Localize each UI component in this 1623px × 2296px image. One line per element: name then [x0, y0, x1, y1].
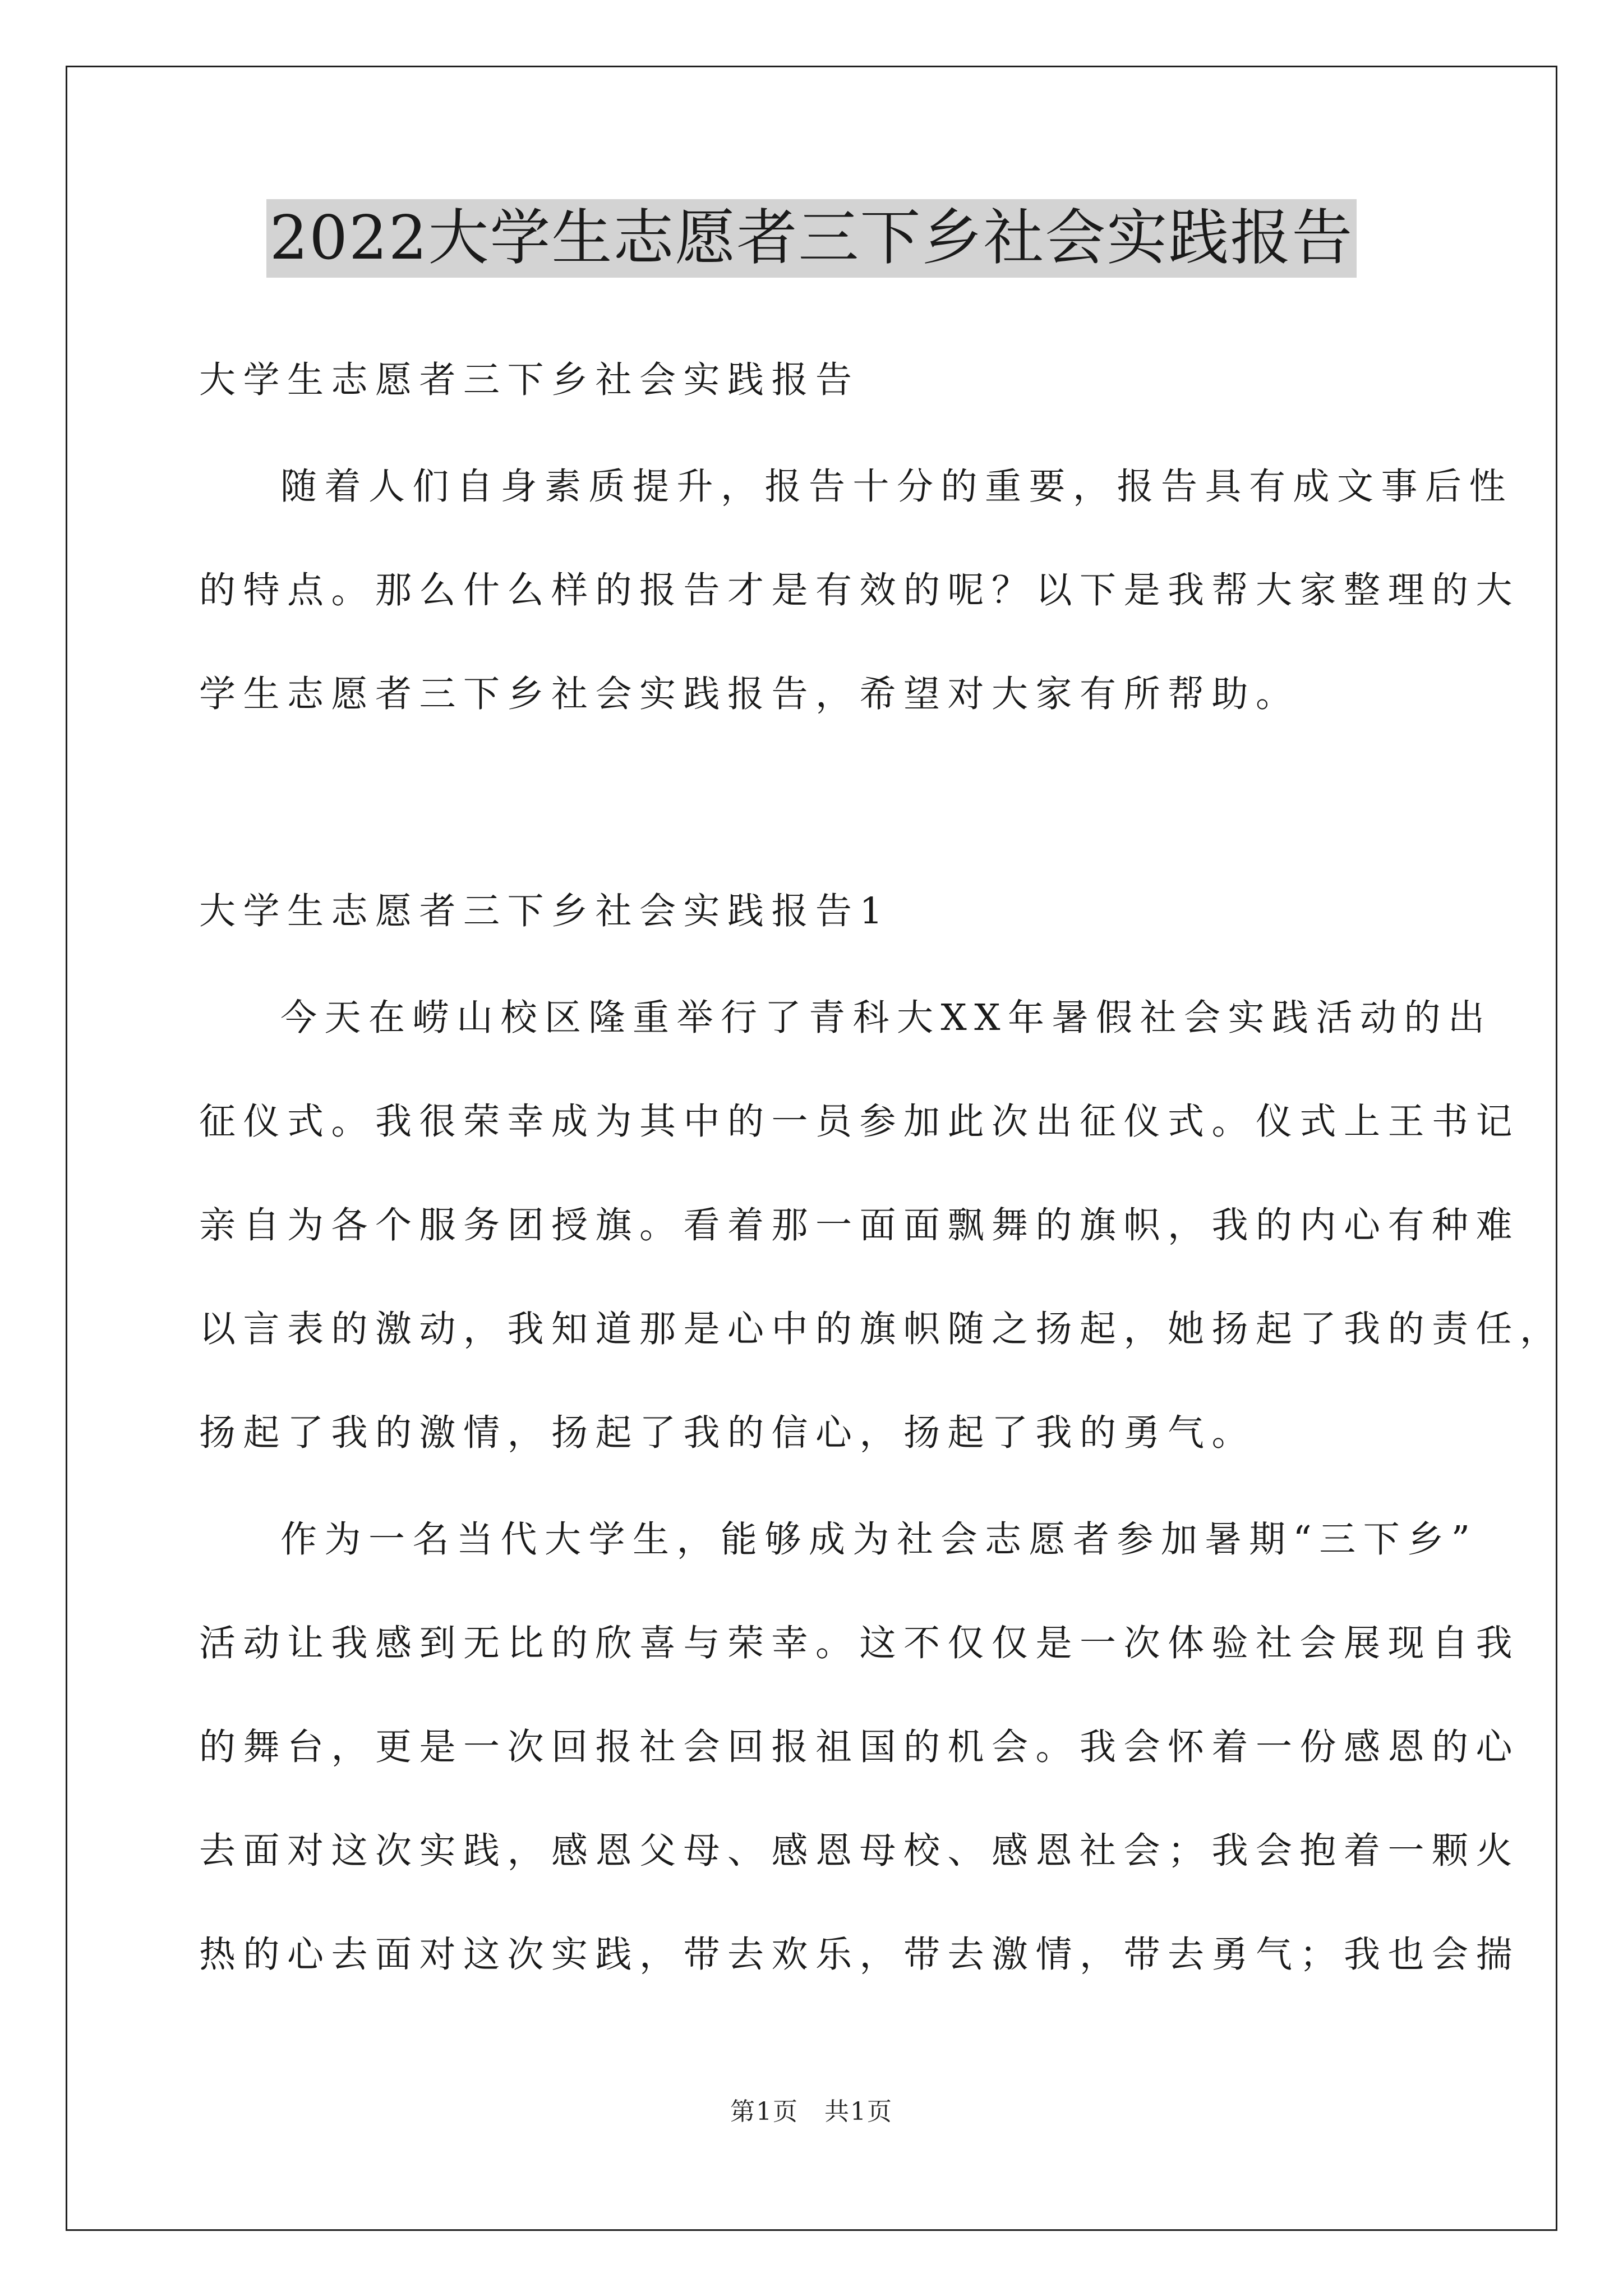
document-subtitle: 大学生志愿者三下乡社会实践报告 — [199, 359, 860, 401]
para1-line-1: 今天在崂山校区隆重举行了青科大XX年暑假社会实践活动的出 — [280, 997, 1492, 1039]
para1-line-5: 扬起了我的激情，扬起了我的信心，扬起了我的勇气。 — [199, 1412, 1256, 1454]
para2-line-5: 热的心去面对这次实践，带去欢乐，带去激情，带去勇气；我也会揣 — [199, 1934, 1520, 1976]
intro-line-2: 的特点。那么什么样的报告才是有效的呢？以下是我帮大家整理的大 — [199, 569, 1520, 611]
title-container — [0, 199, 1623, 278]
para1-line-4: 以言表的激动，我知道那是心中的旗帜随之扬起，她扬起了我的责任， — [199, 1308, 1564, 1350]
intro-line-1: 随着人们自身素质提升，报告十分的重要，报告具有成文事后性 — [280, 466, 1514, 508]
para1-line-3: 亲自为各个服务团授旗。看着那一面面飘舞的旗帜，我的内心有种难 — [199, 1204, 1520, 1246]
document-title: 2022大学生志愿者三下乡社会实践报告 — [266, 199, 1357, 278]
page-footer: 第1页 共1页 — [730, 2097, 893, 2126]
para2-line-4: 去面对这次实践，感恩父母、感恩母校、感恩社会；我会抱着一颗火 — [199, 1830, 1520, 1872]
intro-line-3: 学生志愿者三下乡社会实践报告，希望对大家有所帮助。 — [199, 673, 1300, 715]
para2-line-2: 活动让我感到无比的欣喜与荣幸。这不仅仅是一次体验社会展现自我 — [199, 1622, 1520, 1664]
section-heading: 大学生志愿者三下乡社会实践报告1 — [199, 890, 891, 932]
para1-line-2: 征仪式。我很荣幸成为其中的一员参加此次出征仪式。仪式上王书记 — [199, 1101, 1520, 1143]
para2-line-3: 的舞台，更是一次回报社会回报祖国的机会。我会怀着一份感恩的心 — [199, 1726, 1520, 1768]
para2-line-1: 作为一名当代大学生，能够成为社会志愿者参加暑期“三下乡” — [280, 1519, 1478, 1561]
